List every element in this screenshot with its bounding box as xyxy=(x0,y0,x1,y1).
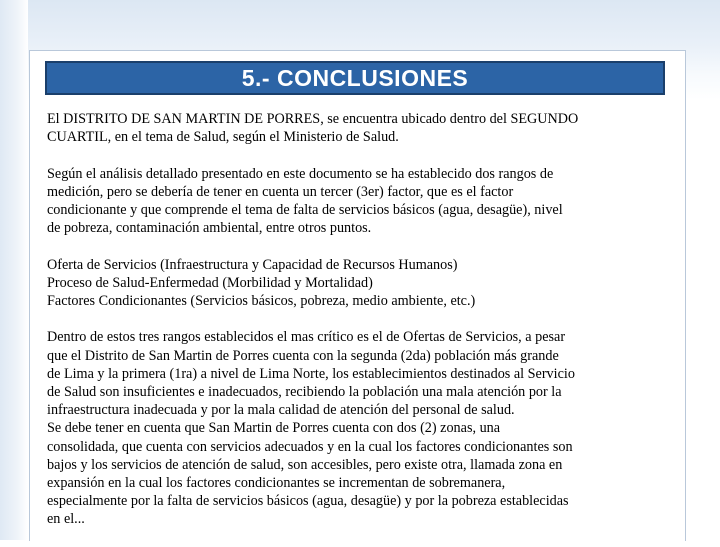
paragraph-analysis xyxy=(47,165,687,238)
text-line: condicionante y que comprende el tema de falta de servicios básicos (agua, desagüe), nivel xyxy=(47,202,563,218)
paragraph-location xyxy=(47,110,687,146)
text-line: bajos y los servicios de atención de salud, son accesibles, pero existe otra, llamada zona en xyxy=(47,456,563,473)
text-line: medición, pero se debería de tener en cuenta un tercer (3er) factor, que es el factor xyxy=(47,183,514,200)
text-line: expansión en la cual los factores condicionantes se incrementan de sobremanera, xyxy=(47,475,506,492)
text-line: especialmente por la falta de servicios básicos (agua, desagüe) y por la pobreza establecidas xyxy=(47,493,569,510)
text-line: en el... xyxy=(47,511,85,528)
text-line: Según el análisis detallado presentado en este documento se ha establecido dos rangos de xyxy=(47,165,554,182)
text-line: CUARTIL, en el tema de Salud, según el Ministerio de Salud. xyxy=(47,129,399,146)
text-line: El DISTRITO DE SAN MARTIN DE PORRES, se encuentra ubicado dentro del SEGUNDO xyxy=(47,111,579,127)
slide-title: 5.- CONCLUSIONES xyxy=(241,64,469,91)
list-item: Proceso de Salud-Enfermedad (Morbilidad y Mortalidad) xyxy=(47,274,373,291)
paragraph-critical-range xyxy=(47,328,687,528)
text-line: Se debe tener en cuenta que San Martin de Porres cuenta con dos (2) zonas, una xyxy=(47,420,501,437)
list-item: Oferta de Servicios (Infraestructura y Capacidad de Recursos Humanos) xyxy=(47,256,458,273)
background-left-band xyxy=(0,0,28,540)
text-line: de Salud son insuficientes e inadecuados, recibiendo la población una mala atención por la xyxy=(47,384,562,400)
text-line: consolidada, que cuenta con servicios adecuados y en la cual los factores condicionantes son xyxy=(47,438,573,455)
slide-body xyxy=(47,110,687,547)
list-item: Factores Condicionantes (Servicios básicos, pobreza, medio ambiente, etc.) xyxy=(47,293,476,309)
title-banner xyxy=(45,61,665,95)
text-line: de pobreza, contaminación ambiental, entre otros puntos. xyxy=(47,220,372,237)
paragraph-factors-list xyxy=(47,256,687,311)
text-line: de Lima y la primera (1ra) a nivel de Lima Norte, los establecimientos destinados al Servicio xyxy=(47,365,575,382)
text-line: que el Distrito de San Martin de Porres cuenta con la segunda (2da) población más grande xyxy=(47,347,559,364)
text-line: infraestructura inadecuada y por la mala calidad de atención del personal de salud. xyxy=(47,402,515,419)
text-line: Dentro de estos tres rangos establecidos el mas crítico es el de Ofertas de Servicios, a pesar xyxy=(47,329,566,346)
